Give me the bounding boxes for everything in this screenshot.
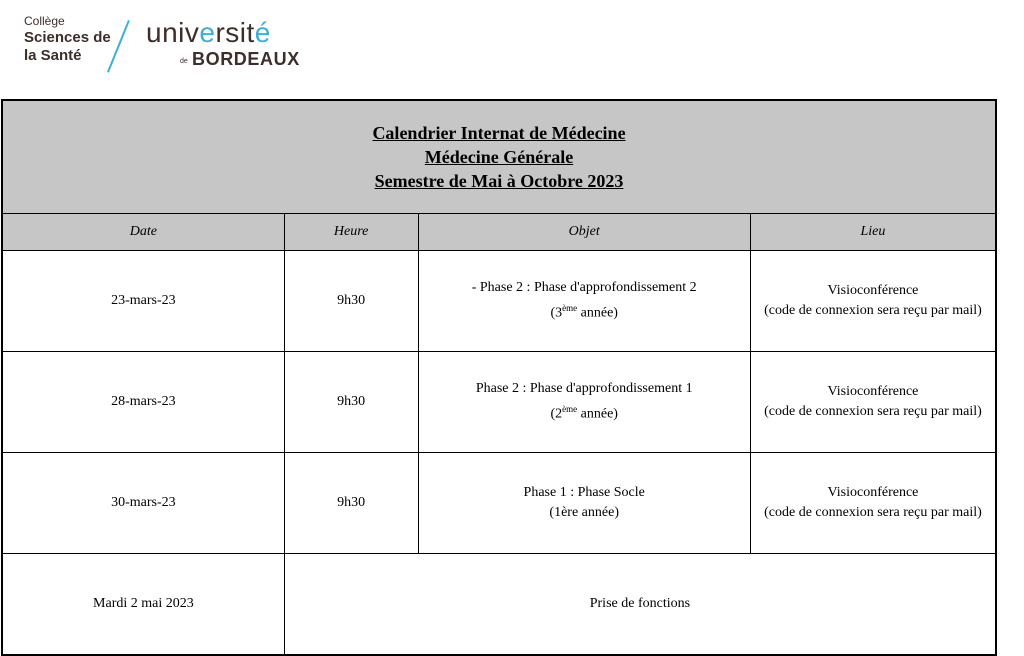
objet-line-1: - Phase 2 : Phase d'approfondissement 2 [471, 280, 697, 296]
objet-year-word: année) [577, 305, 618, 321]
cell-heure: 9h30 [284, 352, 418, 453]
cell-objet [418, 453, 750, 554]
objet-line-1: Phase 1 : Phase Socle [523, 485, 645, 500]
header-heure: Heure [284, 214, 418, 251]
title-line-2: Médecine Générale [424, 147, 574, 167]
objet-line-1: Phase 2 : Phase d'approfondissement 1 [475, 381, 693, 397]
wordmark-accent-letter: é [254, 17, 271, 48]
lieu-line-1: Visioconférence [827, 485, 919, 500]
cell-objet [418, 352, 750, 453]
wordmark-de: de [180, 58, 188, 65]
objet-line-2 [419, 399, 750, 425]
header-date: Date [2, 214, 284, 251]
table-row [2, 554, 996, 656]
objet-line-2: (1ère année) [549, 505, 619, 520]
college-line-1: Collège [24, 14, 65, 28]
lieu-line-2: (code de connexion sera reçu par mail) [764, 505, 982, 520]
cell-date: 28-mars-23 [2, 352, 284, 453]
objet-year-number: (3 [550, 305, 563, 321]
cell-objet [418, 251, 750, 352]
objet-year-number: (2 [550, 406, 563, 422]
header-objet: Objet [418, 214, 750, 251]
objet-year-suffix: ème [562, 404, 578, 415]
college-line-2: Sciences de [24, 29, 111, 46]
lieu-line-1: Visioconférence [827, 384, 919, 399]
header-row [2, 214, 996, 251]
lieu-line-1: Visioconférence [827, 283, 919, 298]
cell-date: Mardi 2 mai 2023 [2, 554, 284, 656]
lieu-line-2: (code de connexion sera reçu par mail) [764, 303, 982, 318]
cell-date: 30-mars-23 [2, 453, 284, 554]
table-row [2, 453, 996, 554]
cell-heure: 9h30 [284, 453, 418, 554]
title-line-3: Semestre de Mai à Octobre 2023 [374, 171, 624, 191]
cell-lieu [750, 251, 996, 352]
cell-heure: 9h30 [284, 251, 418, 352]
table-row [2, 352, 996, 453]
university-wordmark [146, 18, 271, 48]
lieu-line-2: (code de connexion sera reçu par mail) [764, 404, 982, 419]
cell-event: Prise de fonctions [284, 554, 996, 656]
objet-year-suffix: ème [562, 303, 578, 314]
objet-year-word: année) [577, 406, 618, 422]
header-lieu: Lieu [750, 214, 996, 251]
wordmark-part: rsit [215, 17, 255, 48]
wordmark-part: univ [146, 17, 200, 48]
cell-lieu [750, 352, 996, 453]
calendar-table [1, 99, 997, 656]
cell-date: 23-mars-23 [2, 251, 284, 352]
cell-lieu [750, 453, 996, 554]
title-line-1: Calendrier Internat de Médecine [372, 123, 626, 143]
objet-line-2 [419, 298, 750, 324]
college-line-3: la Santé [24, 47, 82, 64]
university-logo [24, 14, 324, 74]
wordmark-accent-letter: e [199, 17, 216, 48]
wordmark-bordeaux: BORDEAUX [192, 49, 300, 69]
calendar-title [2, 100, 996, 214]
college-name [24, 14, 111, 65]
table-row [2, 251, 996, 352]
